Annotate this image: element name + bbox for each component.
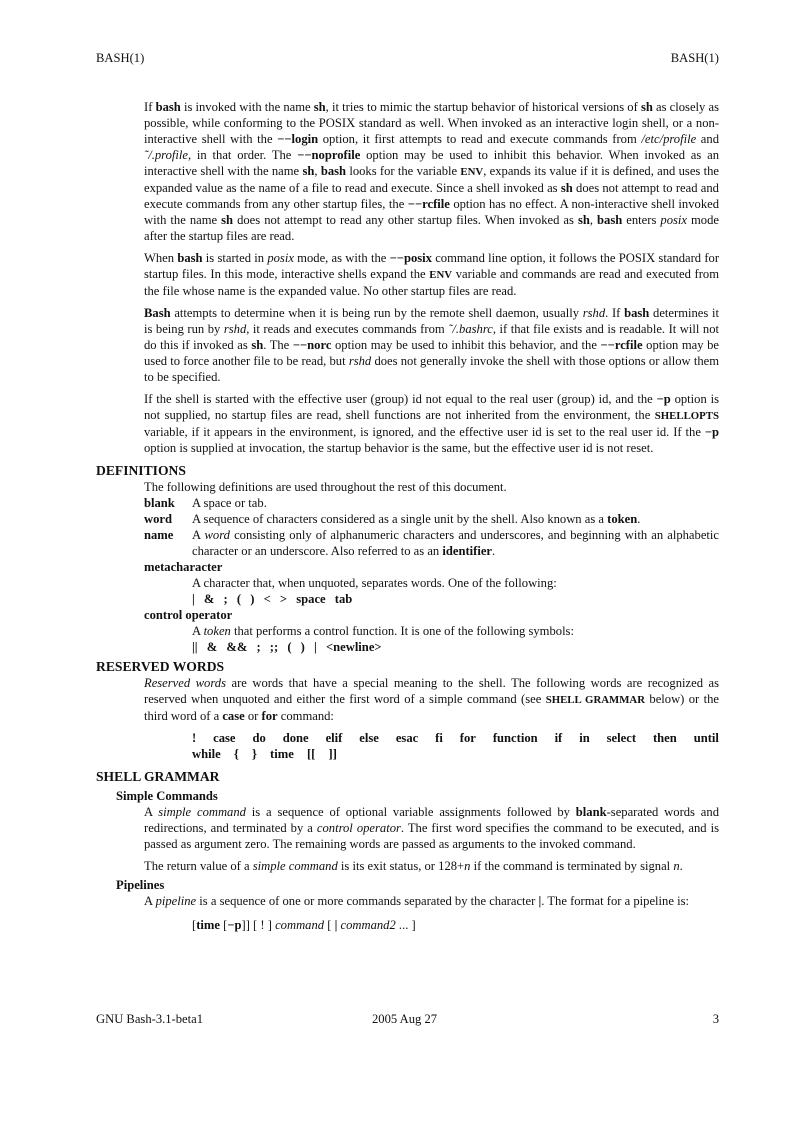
- definitions-intro: The following definitions are used throughout the rest of this document.: [144, 480, 507, 494]
- paragraph-effective-user: If the shell is started with the effective user (group) id not equal to the real user (group) id, and the −p option is not supplied, no startup files are read, shell functions are not inherited from the environment, the SHELLOPTS variable, if it appears in the environment, is ignored, and the effective user id is set to the real user id. If the −p option is supplied at invocation, the startup behavior is the same, but the effective user id is not reset.: [144, 392, 719, 455]
- footer-center: 2005 Aug 27: [372, 1012, 438, 1026]
- reserved-word: in: [579, 731, 590, 745]
- pipeline-definition: A pipeline is a sequence of one or more commands separated by the character |. The format for a pipeline is:: [144, 894, 689, 908]
- term-metacharacter: metacharacter: [144, 560, 223, 574]
- section-heading-definitions: DEFINITIONS: [96, 463, 186, 478]
- term-control-operator: control operator: [144, 608, 233, 622]
- section-heading-reserved-words: RESERVED WORDS: [96, 659, 225, 674]
- reserved-word: elif: [325, 731, 343, 745]
- reserved-words-intro: Reserved words are words that have a special meaning to the shell. The following words are recognized as reserved when unquoted and either the first word of a simple command (see SHELL GRAMMAR below) or the third word of a case or for command:: [144, 676, 719, 723]
- header-left: BASH(1): [96, 51, 145, 65]
- reserved-words-line2: while { } time [[ ]]: [192, 747, 337, 761]
- footer-page-number: 3: [712, 1012, 719, 1026]
- section-heading-shell-grammar: SHELL GRAMMAR: [96, 769, 220, 784]
- def-word: A sequence of characters considered as a single unit by the shell. Also known as a token.: [192, 512, 641, 526]
- term-name: name: [144, 528, 174, 542]
- definition-list: [144, 495, 719, 655]
- reserved-word: fi: [435, 731, 443, 745]
- reserved-word: esac: [395, 731, 419, 745]
- reserved-word: select: [606, 731, 637, 745]
- footer-left: GNU Bash-3.1-beta1: [96, 1012, 204, 1026]
- term-word: word: [144, 512, 172, 526]
- simple-command-return-value: The return value of a simple command is its exit status, or 128+n if the command is terminated by signal n.: [144, 859, 683, 873]
- reserved-word: for: [459, 731, 476, 745]
- man-page-body: [96, 99, 719, 933]
- header-right: BASH(1): [670, 51, 719, 65]
- term-blank: blank: [144, 496, 175, 510]
- def-name: A word consisting only of alphanumeric characters and underscores, and beginning with an alphabetic character or an underscore. Also referred to as an identifier.: [192, 528, 719, 558]
- subsection-heading-simple-commands: Simple Commands: [116, 789, 218, 803]
- reserved-word: function: [492, 731, 538, 745]
- subsection-heading-pipelines: Pipelines: [116, 878, 165, 892]
- paragraph-sh-invocation: If bash is invoked with the name sh, it tries to mimic the startup behavior of historical versions of sh as closely as possible, while conforming to the POSIX standard as well. When invoked as an interactive login shell, or a non-interactive shell with the −−login option, it first attempts to read and execute commands from /etc/profile and ˜/.profile, in that order. The −−noprofile option may be used to inhibit this behavior. When invoked as an interactive shell with the name sh, bash looks for the variable ENV, expands its value if it is defined, and uses the expanded value as the name of a file to read and execute. Since a shell invoked as sh does not attempt to read and execute commands from any other startup files, the −−rcfile option has no effect. A non-interactive shell invoked with the name sh does not attempt to read any other startup files. When invoked as sh, bash enters posix mode after the startup files are read.: [144, 100, 720, 243]
- reserved-word: else: [359, 731, 379, 745]
- paragraph-posix-mode: When bash is started in posix mode, as with the −−posix command line option, it follows the POSIX standard for startup files. In this mode, interactive shells expand the ENV variable and commands are read and executed from the file whose name is the expanded value. No other startup files are read.: [144, 251, 720, 298]
- paragraph-rshd: Bash attempts to determine when it is being run by the remote shell daemon, usually rshd. If bash determines it is being run by rshd, it reads and executes commands from ˜/.bashrc, if that file exists and is readable. It will not do this if invoked as sh. The −−norc option may be used to inhibit this behavior, and the −−rcfile option may be used to force another file to be read, but rshd does not generally invoke the shell with those options or allow them to be specified.: [144, 306, 720, 384]
- definition-blank: [144, 495, 719, 511]
- control-operator-symbols: || & && ; ;; ( ) | <newline>: [192, 640, 382, 654]
- reserved-word: if: [554, 731, 563, 745]
- reserved-word: do: [252, 731, 266, 745]
- def-control-operator: A token that performs a control function. It is one of the following symbols:: [192, 624, 574, 638]
- reserved-word: until: [693, 731, 719, 745]
- pipeline-syntax: [time [−p]] [ ! ] command [ | command2 ... ]: [192, 918, 416, 932]
- reserved-word: done: [282, 731, 309, 745]
- def-blank: A space or tab.: [192, 496, 267, 510]
- definition-name: [144, 527, 719, 559]
- simple-command-definition: A simple command is a sequence of optional variable assignments followed by blank-separated words and redirections, and terminated by a control operator. The first word specifies the command to be executed, and is passed as argument zero. The remaining words are passed as arguments to the invoked command.: [144, 805, 720, 851]
- def-metacharacter: A character that, when unquoted, separates words. One of the following:: [192, 576, 557, 590]
- metacharacter-symbols: | & ; ( ) < > space tab: [192, 592, 353, 606]
- reserved-word: then: [652, 731, 677, 745]
- definition-word: [144, 511, 719, 527]
- reserved-words-line1: [192, 730, 719, 746]
- reserved-words-list: [192, 730, 719, 762]
- reserved-word: case: [213, 731, 236, 745]
- reserved-word: !: [192, 731, 197, 745]
